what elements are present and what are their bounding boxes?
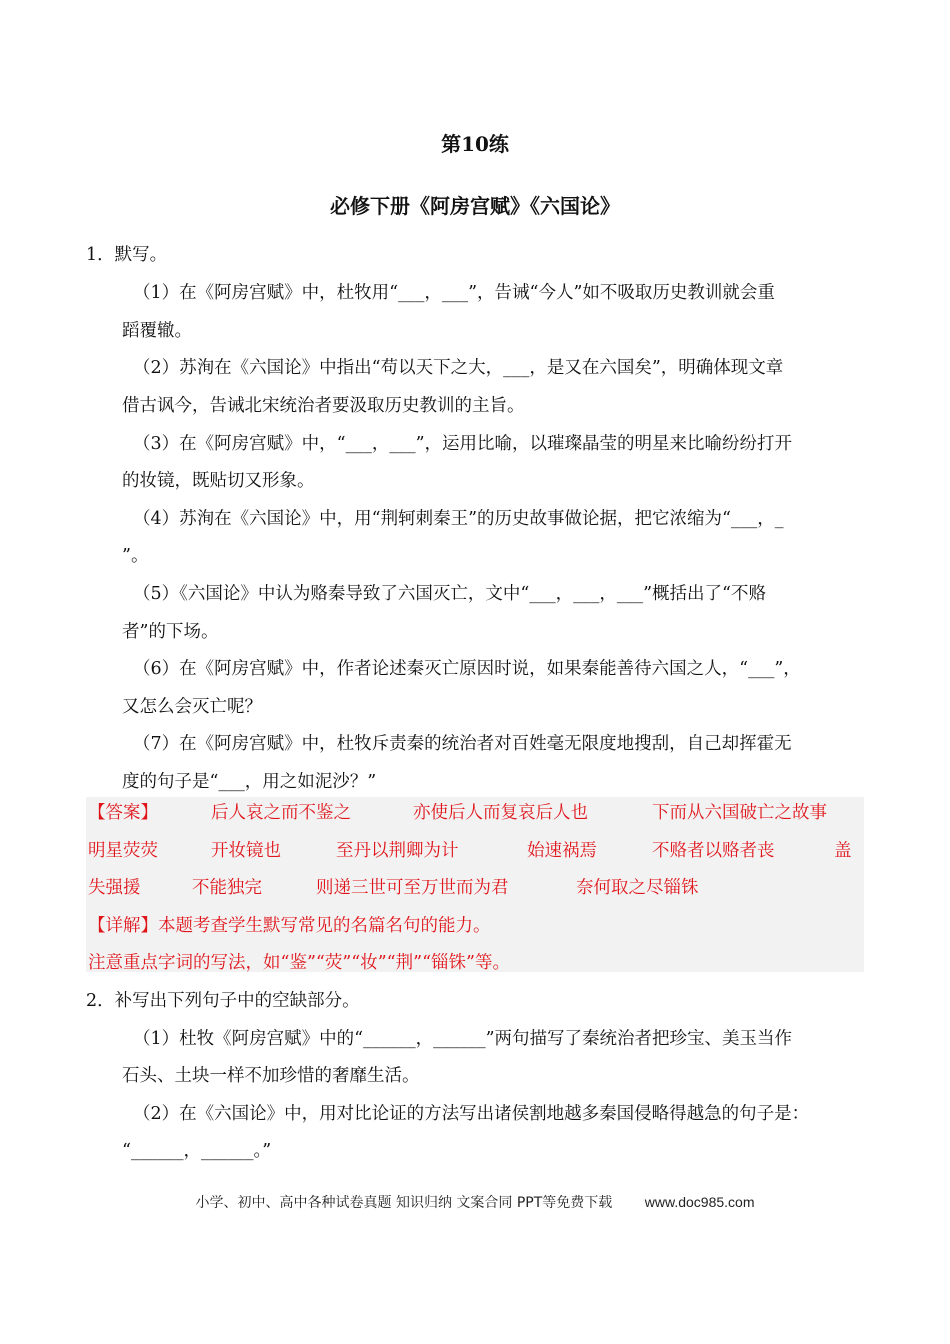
- answer-item: 后人哀之而不鉴之: [211, 803, 351, 823]
- q1-item-line: 蹈覆辙。: [122, 321, 192, 341]
- answer-item: 不能独完: [192, 878, 262, 898]
- answer-item: 亦使后人而复哀后人也: [413, 803, 588, 823]
- q1-item-line: （2）苏洵在《六国论》中指出“苟以天下之大，___，是又在六国矣”，明确体现文章: [133, 358, 784, 378]
- answer-item: 至丹以荆卿为计: [336, 841, 459, 861]
- footer-text: 小学、初中、高中各种试卷真题 知识归纳 文案合同 PPT等免费下载: [195, 1195, 613, 1211]
- q2-item-line: “______，______。”: [122, 1141, 272, 1161]
- answer-item: 下而从六国破亡之故事: [652, 803, 827, 823]
- question-1-stem: 1．默写。: [86, 245, 168, 265]
- q1-item-line: （3）在《阿房宫赋》中，“___，___”，运用比喻，以璀璨晶莹的明星来比喻纷纷打开: [133, 434, 793, 454]
- answer-label: 【答案】: [88, 803, 158, 823]
- lesson-subtitle: 必修下册《阿房宫赋》《六国论》: [330, 194, 620, 218]
- answer-item: 明星荧荧: [88, 841, 158, 861]
- q1-item-line: 度的句子是“___，用之如泥沙？”: [122, 772, 377, 792]
- q1-item-line: 者”的下场。: [122, 622, 219, 642]
- q1-item-line: （7）在《阿房宫赋》中，杜牧斥责秦的统治者对百姓毫无限度地搜刮，自己却挥霍无: [133, 734, 792, 754]
- answer-item: 盖: [834, 841, 852, 861]
- q1-item-line: （1）在《阿房宫赋》中，杜牧用“___，___”，告诫“今人”如不吸取历史教训就会重: [133, 283, 775, 303]
- q1-item-line: 的妆镜，既贴切又形象。: [122, 471, 315, 491]
- q1-item-line: （6）在《阿房宫赋》中，作者论述秦灭亡原因时说，如果秦能善待六国之人，“___”，: [133, 659, 801, 679]
- page-footer: [0, 1192, 950, 1212]
- answer-item: 不赂者以赂者丧: [652, 841, 775, 861]
- q1-item-line: 借古讽今，告诫北宋统治者要汲取历史教训的主旨。: [122, 396, 525, 416]
- question-2-stem: 2．补写出下列句子中的空缺部分。: [86, 991, 360, 1011]
- answer-item: 开妆镜也: [211, 841, 281, 861]
- explanation: 【详解】本题考查学生默写常见的名篇名句的能力。: [88, 916, 491, 936]
- answer-item: 奈何取之尽锱铢: [576, 878, 699, 898]
- answer-item: 失强援: [88, 878, 141, 898]
- answer-item: 始速祸焉: [527, 841, 597, 861]
- q2-item-line: 石头、土块一样不加珍惜的奢靡生活。: [122, 1066, 420, 1086]
- footer-link[interactable]: www.doc985.com: [644, 1194, 755, 1210]
- q1-item-line: ”。: [122, 546, 149, 566]
- q1-item-line: 又怎么会灭亡呢？: [122, 697, 262, 717]
- q1-item-line: （4）苏洵在《六国论》中，用“荆轲刺秦王”的历史故事做论据，把它浓缩为“___，_: [133, 509, 784, 529]
- q2-item-line: （1）杜牧《阿房宫赋》中的“______，______”两句描写了秦统治者把珍宝、美玉当作: [133, 1029, 793, 1049]
- q2-item-line: （2）在《六国论》中，用对比论证的方法写出诸侯割地越多秦国侵略得越急的句子是：: [133, 1104, 810, 1124]
- q1-item-line: （5）《六国论》中认为赂秦导致了六国灭亡，文中“___，___，___”概括出了“不赂: [133, 584, 766, 604]
- lesson-title: 第10练: [441, 132, 509, 156]
- answer-item: 则递三世可至万世而为君: [316, 878, 509, 898]
- explanation-note: 注意重点字词的写法，如“鉴”“荧”“妆”“荆”“锱铢”等。: [88, 953, 510, 973]
